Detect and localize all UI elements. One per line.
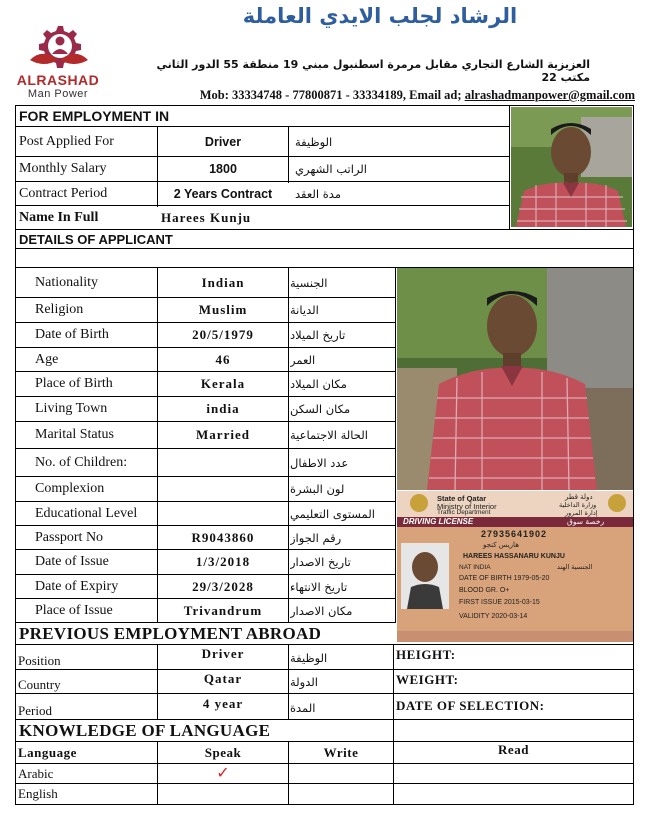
complexion-label-ar: لون البشرة (290, 482, 345, 496)
contact-numbers: Mob: 33334748 - 77800871 - 33334189, Email ad; (199, 88, 465, 102)
monthly-salary-label-ar: الراتب الشهري (295, 162, 367, 176)
email-link[interactable]: alrashadmanpower@gmail.com (464, 88, 635, 102)
license-validity: VALIDITY 2020-03-14 (459, 613, 528, 620)
arabic-speak-check-icon: ✓ (216, 763, 230, 782)
expiry-date-label: Date of Expiry (35, 578, 119, 594)
address-arabic: العزيزية الشارع التجاري مقابل مرمرة اسطنبول مبني 19 منطقة 55 الدور الثاني مكتب 22 (156, 58, 590, 84)
place-of-issue-value: Trivandrum (183, 602, 263, 618)
license-ministry: Ministry of Interior (437, 502, 497, 511)
arabic-read (394, 764, 633, 783)
prev-country-label-ar: الدولة (290, 675, 318, 689)
language-arabic: Arabic (18, 765, 54, 781)
place-of-birth-label-ar: مكان الميلاد (290, 377, 347, 391)
expiry-date-value: 29/3/2028 (192, 578, 254, 594)
nationality-value: Indian (201, 274, 245, 290)
license-nationality: NAT INDIA (459, 564, 491, 571)
english-speak (158, 784, 288, 804)
education-label: Educational Level (35, 505, 138, 521)
height-label: HEIGHT: (396, 647, 456, 662)
issue-date-label-ar: تاريخ الاصدار (290, 555, 351, 569)
license-state: State of Qatar (437, 494, 487, 503)
license-title: DRIVING LICENSE (403, 517, 474, 526)
full-name-value: Harees Kunju (161, 209, 252, 225)
place-of-issue-label: Place of Issue (35, 602, 113, 618)
license-blood: BLOOD GR. O+ (459, 587, 510, 594)
date-of-selection-label: DATE OF SELECTION: (396, 697, 545, 713)
prev-position-value: Driver (201, 646, 245, 661)
license-name-ar: هاريس كنجو (483, 541, 519, 549)
passport-no-label: Passport No (35, 529, 104, 545)
applicant-portrait-photo (511, 107, 632, 227)
contract-period-value: 2 Years Contract (173, 186, 273, 201)
age-value: 46 (215, 351, 231, 367)
expiry-date-label-ar: تاريخ الانتهاء (290, 579, 348, 594)
license-name: HAREES HASSANARU KUNJU (463, 553, 565, 560)
prev-country-value: Qatar (203, 671, 243, 686)
english-read (394, 784, 633, 804)
english-write (289, 784, 393, 804)
contract-period-label-ar: مدة العقد (295, 186, 341, 201)
application-form (15, 105, 634, 805)
religion-label: Religion (35, 302, 84, 317)
prev-period-label-ar: المدة (290, 700, 316, 715)
issue-date-label: Date of Issue (35, 554, 109, 569)
post-applied-label: Post Applied For (19, 133, 114, 149)
license-number: 27935641902 (481, 529, 548, 539)
license-dept-ar: إدارة المرور (565, 509, 598, 517)
prev-country-label: Country (18, 677, 61, 692)
prev-position-label: Position (18, 653, 61, 668)
dob-label: Date of Birth (35, 327, 109, 342)
arabic-write (289, 764, 393, 783)
language-col-header: Language (18, 744, 77, 760)
brand-subtitle: Man Power (27, 88, 89, 100)
speak-col-header: Speak (204, 744, 242, 760)
complexion-label: Complexion (35, 481, 105, 496)
living-town-value: india (206, 401, 240, 416)
issue-date-value: 1/3/2018 (195, 554, 251, 569)
weight-label: WEIGHT: (396, 672, 459, 687)
prev-position-label-ar: الوظيفة (290, 651, 328, 665)
post-applied-label-ar: الوظيفة (295, 134, 333, 149)
license-dob: DATE OF BIRTH 1979-05-20 (459, 575, 550, 582)
monthly-salary-value: 1800 (209, 162, 237, 176)
previous-employment-title: PREVIOUS EMPLOYMENT ABROAD (19, 623, 322, 643)
employment-section-title: FOR EMPLOYMENT IN (19, 108, 170, 124)
age-label-ar: العمر (290, 352, 316, 367)
age-label: Age (35, 351, 59, 367)
children-label: No. of Children: (35, 454, 128, 470)
license-state-ar: دولة قطر (565, 493, 593, 501)
post-applied-value: Driver (204, 134, 242, 149)
prev-period-label: Period (18, 703, 52, 718)
full-name-label: Name In Full (19, 209, 99, 225)
religion-label-ar: الديانة (290, 303, 319, 317)
children-value (158, 449, 288, 476)
prev-period-value: 4 year (202, 696, 244, 711)
religion-value: Muslim (198, 302, 248, 317)
education-label-ar: المستوى التعليمي (290, 506, 375, 521)
applicant-section-title: DETAILS OF APPLICANT (19, 231, 173, 247)
place-of-birth-label: Place of Birth (35, 376, 113, 391)
nationality-label: Nationality (35, 274, 98, 290)
complexion-value (158, 477, 288, 501)
brand-name: ALRASHAD (16, 72, 100, 88)
passport-no-label-ar: رقم الجواز (290, 530, 342, 545)
contract-period-label: Contract Period (19, 185, 108, 201)
write-col-header: Write (323, 744, 359, 760)
company-name-arabic: الرشاد لجلب الايدي العاملة (242, 4, 518, 28)
nationality-label-ar: الجنسية (290, 275, 328, 290)
monthly-salary-label: Monthly Salary (19, 161, 107, 176)
language-english: English (18, 786, 58, 801)
license-first-issue: FIRST ISSUE 2015-03-15 (459, 599, 540, 606)
marital-status-label: Marital Status (35, 427, 114, 442)
contact-line (120, 88, 635, 103)
license-dept: Traffic Department (437, 509, 491, 516)
passport-no-value: R9043860 (191, 529, 255, 545)
dob-label-ar: تاريخ الميلاد (290, 328, 346, 342)
living-town-label: Living Town (35, 401, 108, 416)
gear-person-logo-icon (8, 12, 108, 78)
license-nationality-ar: الجنسية الهند (557, 563, 593, 571)
language-section-title: KNOWLEDGE OF LANGUAGE (19, 720, 271, 740)
place-of-issue-label-ar: مكان الاصدار (290, 603, 353, 618)
education-value (158, 502, 288, 525)
marital-status-label-ar: الحالة الاجتماعية (290, 428, 368, 442)
marital-status-value: Married (196, 427, 250, 442)
license-ministry-ar: وزارة الداخلية (559, 501, 597, 509)
read-col-header: Read (498, 741, 529, 757)
place-of-birth-value: Kerala (200, 376, 246, 391)
applicant-full-photo (397, 268, 633, 490)
children-label-ar: عدد الاطفال (290, 455, 349, 470)
driving-license-image (397, 491, 633, 642)
dob-value: 20/5/1979 (192, 327, 254, 342)
license-title-ar: رخصة سوق (567, 517, 605, 526)
living-town-label-ar: مكان السكن (290, 402, 351, 416)
